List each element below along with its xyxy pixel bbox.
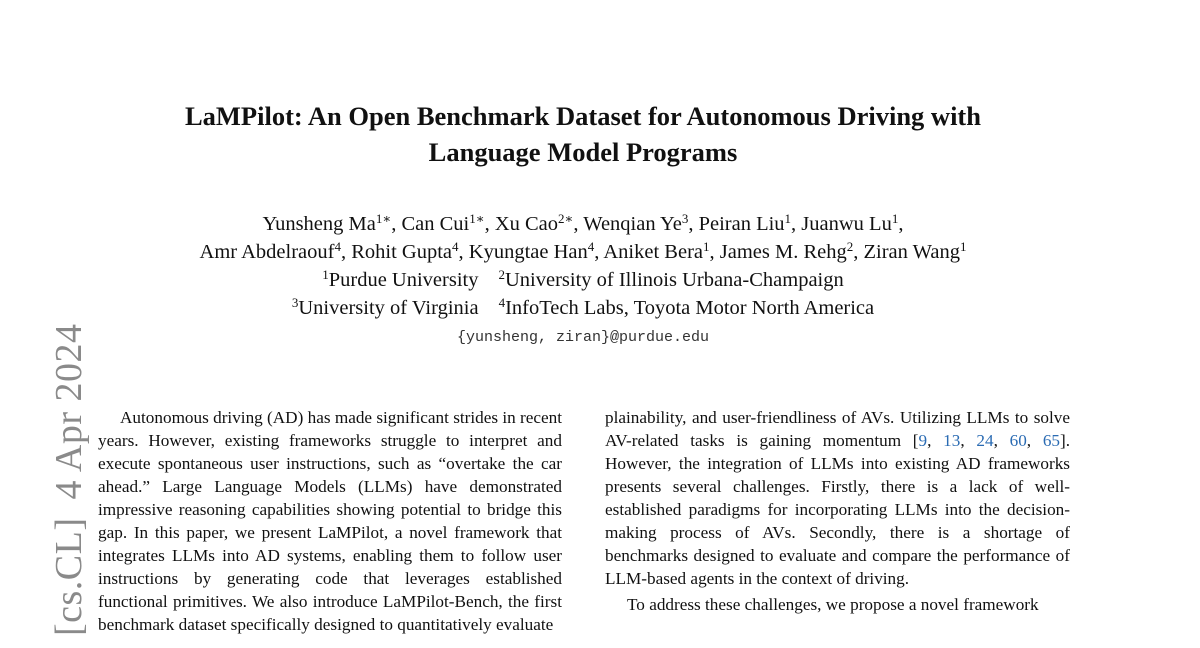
author-affiliation-mark: 2∗ (558, 211, 574, 226)
citation-link[interactable]: 60 (1009, 431, 1027, 450)
author-separator: , (791, 213, 802, 235)
arxiv-stamp (50, 305, 88, 636)
author-affiliation-mark: 1 (959, 239, 967, 254)
author-name: Can Cui (401, 213, 470, 235)
author-separator: , (340, 241, 352, 263)
author-name: James M. Rehg (719, 241, 847, 263)
author-name: Kyungtae Han (468, 241, 588, 263)
paragraph-text: ]. However, the integration of LLMs into existing AD frameworks presents several challenges. Firstly, there is a lack of well-established paradigms for incorporating LLMs into the decision-making process of AVs. Secondly, there is a shortage of benchmarks designed to evaluate and compare the performance of LLM-based agents in the context of driving. (605, 431, 1071, 588)
author-name: Aniket Bera (603, 241, 703, 263)
author-separator: , (594, 241, 604, 263)
author-affiliation-mark: 4 (587, 239, 595, 254)
body-paragraph: To address these challenges, we propose a novel framework (627, 595, 1039, 614)
author-name: Yunsheng Ma (262, 213, 376, 235)
title-line-1: LaMPilot: An Open Benchmark Dataset for Autonomous Driving with (184, 101, 981, 131)
arxiv-date: 4 Apr 2024 (48, 323, 90, 500)
author-separator: , (484, 213, 495, 235)
affiliation-name: University of Illinois Urbana-Champaign (504, 269, 844, 291)
author-name: Rohit Gupta (351, 241, 453, 263)
affiliation (322, 269, 478, 291)
affiliation-mark: 4 (498, 295, 506, 310)
affiliation-name: Purdue University (328, 269, 479, 291)
contact-email: {yunsheng, ziran}@purdue.edu (456, 329, 710, 346)
affiliation-name: University of Virginia (298, 297, 479, 319)
affiliation-mark: 1 (322, 267, 329, 282)
author-name: Wenqian Ye (583, 213, 682, 235)
author-affiliation-mark: 1 (784, 211, 792, 226)
body-paragraph: plainability, and user-friendliness of AVs. Utilizing LLMs to solve AV-related tasks is gaining momentum [9, 13, 24, 60, 65]. However, the integration of LLMs into existing AD frameworks presents several challenges. Firstly, there is a lack of well-established paradigms for incorporating LLMs into the decision-making process of AVs. Secondly, there is a shortage of benchmarks designed to evaluate and compare the performance of LLM-based agents in the context of driving. (605, 408, 1071, 588)
abstract-paragraph: Autonomous driving (AD) has made significant strides in recent years. However, existing frameworks struggle to interpret and execute spontaneous user instructions, such as “overtake the car ahead.” Large Language Models (LLMs) have demonstrated impressive reasoning capabilities showing potential to bridge this gap. In this paper, we present LaMPilot, a novel framework that integrates LLMs into AD systems, enabling them to follow user instructions by generating code that leverages established functional primitives. We also introduce LaMPilot-Bench, the first benchmark dataset specifically designed to quantitatively evaluate (98, 408, 563, 634)
author-separator: , (458, 241, 469, 263)
author-affiliation-mark: 4 (334, 239, 341, 254)
author-affiliation-mark: 3 (681, 211, 689, 226)
author-line-2 (0, 238, 1166, 266)
author-separator: , (688, 213, 699, 235)
affiliation (498, 269, 843, 291)
affiliation-line-1 (0, 266, 1166, 294)
paragraph-text: plainability, and user-friendliness of AVs. Utilizing LLMs to solve AV-related tasks is gaining momentum [ (605, 408, 1070, 450)
author-separator: , (573, 213, 584, 235)
affiliation-line-2 (0, 294, 1166, 322)
citation-link[interactable]: 13 (943, 431, 961, 450)
author-affiliation-mark: 1∗ (469, 211, 485, 226)
author-name: Peiran Liu (698, 213, 785, 235)
author-separator: , (853, 241, 864, 263)
author-line-1 (0, 210, 1166, 238)
author-block (0, 210, 1166, 322)
arxiv-category: [cs.CL] (48, 517, 90, 636)
affiliation (499, 297, 875, 319)
author-name: Amr Abdelraouf (199, 241, 335, 263)
affiliation-name: InfoTech Labs, Toyota Motor North America (505, 297, 875, 319)
abstract-column-right (605, 406, 1070, 616)
affiliation (292, 297, 479, 319)
citation-link[interactable]: 65 (1042, 431, 1061, 450)
author-affiliation-mark: 2 (846, 239, 854, 254)
citation-link[interactable]: 24 (976, 431, 994, 450)
citation-link[interactable]: 9 (918, 431, 928, 450)
affiliation-mark: 3 (291, 295, 299, 310)
author-affiliation-mark: 1∗ (375, 211, 392, 226)
author-affiliation-mark: 1 (703, 239, 710, 254)
author-name: Juanwu Lu (801, 213, 892, 235)
paper-title (0, 98, 1166, 170)
affiliation-mark: 2 (498, 267, 505, 282)
author-separator: , (898, 213, 904, 235)
author-separator: , (709, 241, 720, 263)
author-affiliation-mark: 1 (891, 211, 899, 226)
abstract-column-left (98, 406, 562, 636)
author-separator: , (391, 213, 402, 235)
title-line-2: Language Model Programs (428, 137, 738, 167)
author-name: Ziran Wang (863, 241, 960, 263)
author-name: Xu Cao (494, 213, 559, 235)
author-affiliation-mark: 4 (452, 239, 459, 254)
